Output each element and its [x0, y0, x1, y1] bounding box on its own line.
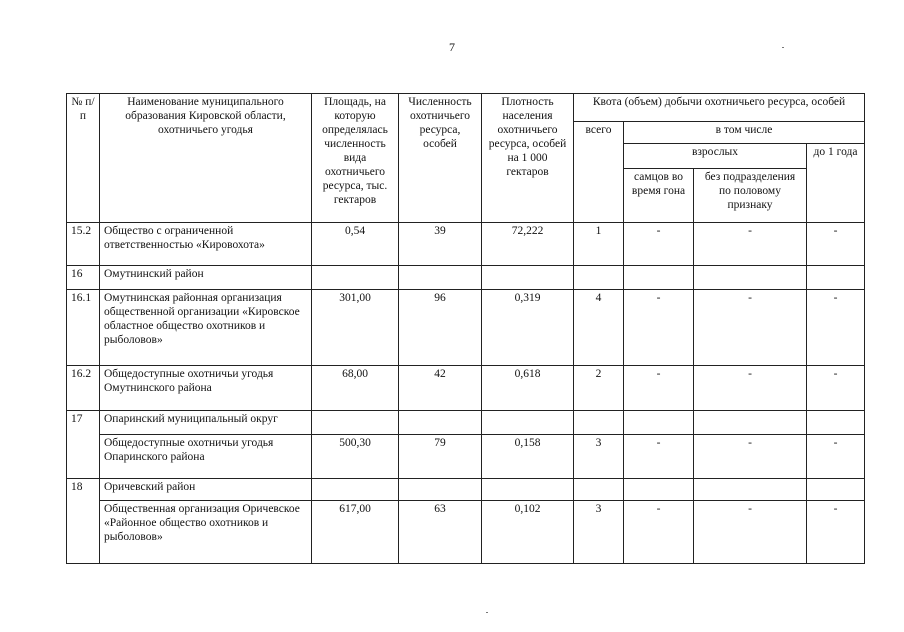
row-num: 17	[67, 411, 100, 479]
row-density: 72,222	[482, 223, 574, 266]
row-males-rut: -	[624, 501, 694, 564]
row-total: 4	[574, 290, 624, 366]
row-name: Оричевский район	[100, 479, 312, 501]
table-row	[67, 435, 865, 479]
row-under-one: -	[807, 223, 865, 266]
header-quota: Квота (объем) добычи охотничьего ресурса, особей	[574, 94, 865, 122]
row-under-one: -	[807, 435, 865, 479]
row-count: 79	[399, 435, 482, 479]
row-under-one: -	[807, 290, 865, 366]
row-males-rut: -	[624, 435, 694, 479]
row-name: Общество с ограниченной ответственностью «Кировохота»	[100, 223, 312, 266]
row-area: 301,00	[312, 290, 399, 366]
header-num: № п/п	[67, 94, 100, 223]
row-num: 18	[67, 479, 100, 564]
table-row	[67, 266, 865, 290]
row-under-one: -	[807, 366, 865, 411]
quota-table	[66, 93, 865, 564]
row-no-sex: -	[694, 366, 807, 411]
row-under-one: -	[807, 501, 865, 564]
table-row	[67, 290, 865, 366]
row-no-sex: -	[694, 435, 807, 479]
header-males-rut: самцов во время гона	[624, 169, 694, 223]
row-name: Омутнинский район	[100, 266, 312, 290]
row-num: 16	[67, 266, 100, 290]
row-count: 63	[399, 501, 482, 564]
header-adults: взрослых	[624, 144, 807, 169]
row-area: 68,00	[312, 366, 399, 411]
row-males-rut: -	[624, 223, 694, 266]
row-num: 16.1	[67, 290, 100, 366]
row-density: 0,102	[482, 501, 574, 564]
table-row	[67, 479, 865, 501]
row-name: Омутнинская районная организация общественной организации «Кировское областное общество охотников и рыболовов»	[100, 290, 312, 366]
row-area: 500,30	[312, 435, 399, 479]
row-count: 42	[399, 366, 482, 411]
table-row	[67, 501, 865, 564]
row-density: 0,319	[482, 290, 574, 366]
row-total: 2	[574, 366, 624, 411]
scan-speck	[486, 612, 488, 613]
row-total: 3	[574, 435, 624, 479]
row-density: 0,618	[482, 366, 574, 411]
row-no-sex: -	[694, 290, 807, 366]
table-row	[67, 411, 865, 435]
header-including: в том числе	[624, 122, 865, 144]
row-no-sex: -	[694, 223, 807, 266]
header-area: Площадь, на которую определялась численность вида охотничьего ресурса, тыс. гектаров	[312, 94, 399, 223]
row-num: 15.2	[67, 223, 100, 266]
row-num: 16.2	[67, 366, 100, 411]
header-count: Численность охотничьего ресурса, особей	[399, 94, 482, 223]
header-under-one: до 1 года	[807, 144, 865, 223]
row-name: Общественная организация Оричевское «Районное общество охотников и рыболовов»	[100, 501, 312, 564]
table-row	[67, 223, 865, 266]
row-males-rut: -	[624, 290, 694, 366]
row-males-rut: -	[624, 366, 694, 411]
row-total: 3	[574, 501, 624, 564]
row-density: 0,158	[482, 435, 574, 479]
scan-speck	[782, 47, 784, 48]
row-name: Общедоступные охотничьи угодья Омутнинского района	[100, 366, 312, 411]
row-total: 1	[574, 223, 624, 266]
header-no-sex-division: без подразделения по половому признаку	[694, 169, 807, 223]
row-area: 0,54	[312, 223, 399, 266]
row-count: 39	[399, 223, 482, 266]
header-name: Наименование муниципального образования Кировской области, охотничьего угодья	[100, 94, 312, 223]
row-count: 96	[399, 290, 482, 366]
row-area: 617,00	[312, 501, 399, 564]
row-no-sex: -	[694, 501, 807, 564]
header-density: Плотность населения охотничьего ресурса, особей на 1 000 гектаров	[482, 94, 574, 223]
table-row	[67, 366, 865, 411]
header-total: всего	[574, 122, 624, 223]
row-name: Опаринский муниципальный округ	[100, 411, 312, 435]
page-number: 7	[449, 40, 455, 54]
row-name: Общедоступные охотничьи угодья Опаринского района	[100, 435, 312, 479]
